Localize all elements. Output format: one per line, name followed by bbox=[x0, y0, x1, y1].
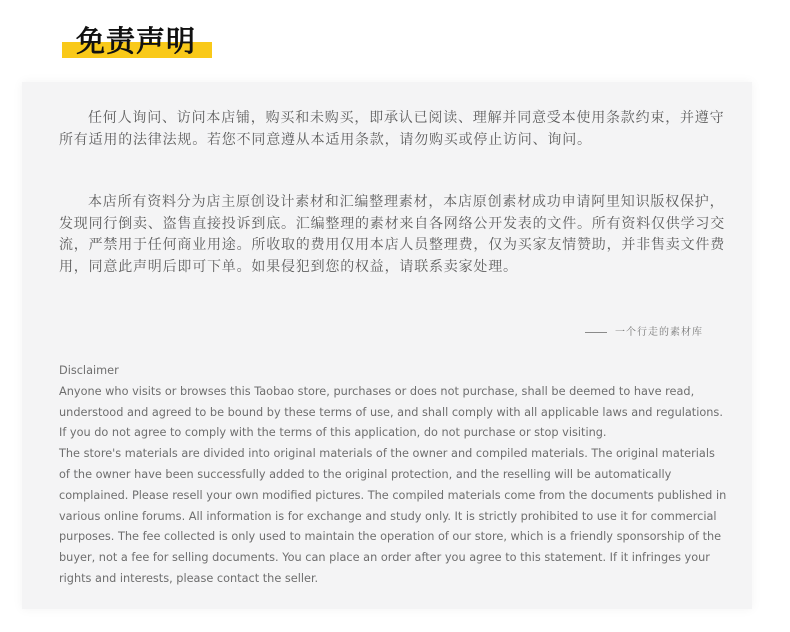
page-title: 免责声明 bbox=[76, 24, 197, 58]
english-paragraph-1: Anyone who visits or browses this Taobao store, purchases or does not purchase, shall be deemed to have read, understood and agreed to be bound by these terms of use, and shall comply with all applicable laws and regulations. If you do not agree to comply with the terms of this application, do not purchase or stop visiting. bbox=[59, 384, 723, 440]
signature-text: 一个行走的素材库 bbox=[615, 327, 703, 338]
disclaimer-panel bbox=[22, 82, 752, 609]
english-disclaimer bbox=[59, 361, 729, 590]
signature-dash bbox=[585, 332, 607, 333]
english-heading: Disclaimer bbox=[59, 364, 119, 377]
english-paragraph-2: The store's materials are divided into original materials of the owner and compiled materials. The original materials of the owner have been successfully added to the original protection, and the reselling will be automatically complained. Please resell your own modified pictures. The compiled materials come from the documents published in various online forums. All information is for exchange and study only. It is strictly prohibited to use it for commercial purposes. The fee collected is only used to maintain the operation of our store, which is a friendly sponsorship of the buyer, not a fee for selling documents. You can place an order after you agree to this statement. If it infringes your rights and interests, please contact the seller. bbox=[59, 447, 727, 585]
chinese-paragraph-1: 任何人询问、访问本店铺，购买和未购买，即承认已阅读、理解并同意受本使用条款约束，并遵守所有适用的法律法规。若您不同意遵从本适用条款，请勿购买或停止访问、询问。 bbox=[59, 110, 725, 148]
chinese-paragraph-2: 本店所有资料分为店主原创设计素材和汇编整理素材，本店原创素材成功申请阿里知识版权保护，发现同行倒卖、盗售直接投诉到底。汇编整理的素材来自各网络公开发表的文件。所有资料仅供学习交流，严禁用于任何商业用途。所收取的费用仅用本店人员整理费，仅为买家友情赞助，并非售卖文件费用，同意此声明后即可下单。如果侵犯到您的权益，请联系卖家处理。 bbox=[59, 194, 725, 275]
page-title-block bbox=[62, 20, 212, 64]
signature bbox=[585, 323, 703, 338]
